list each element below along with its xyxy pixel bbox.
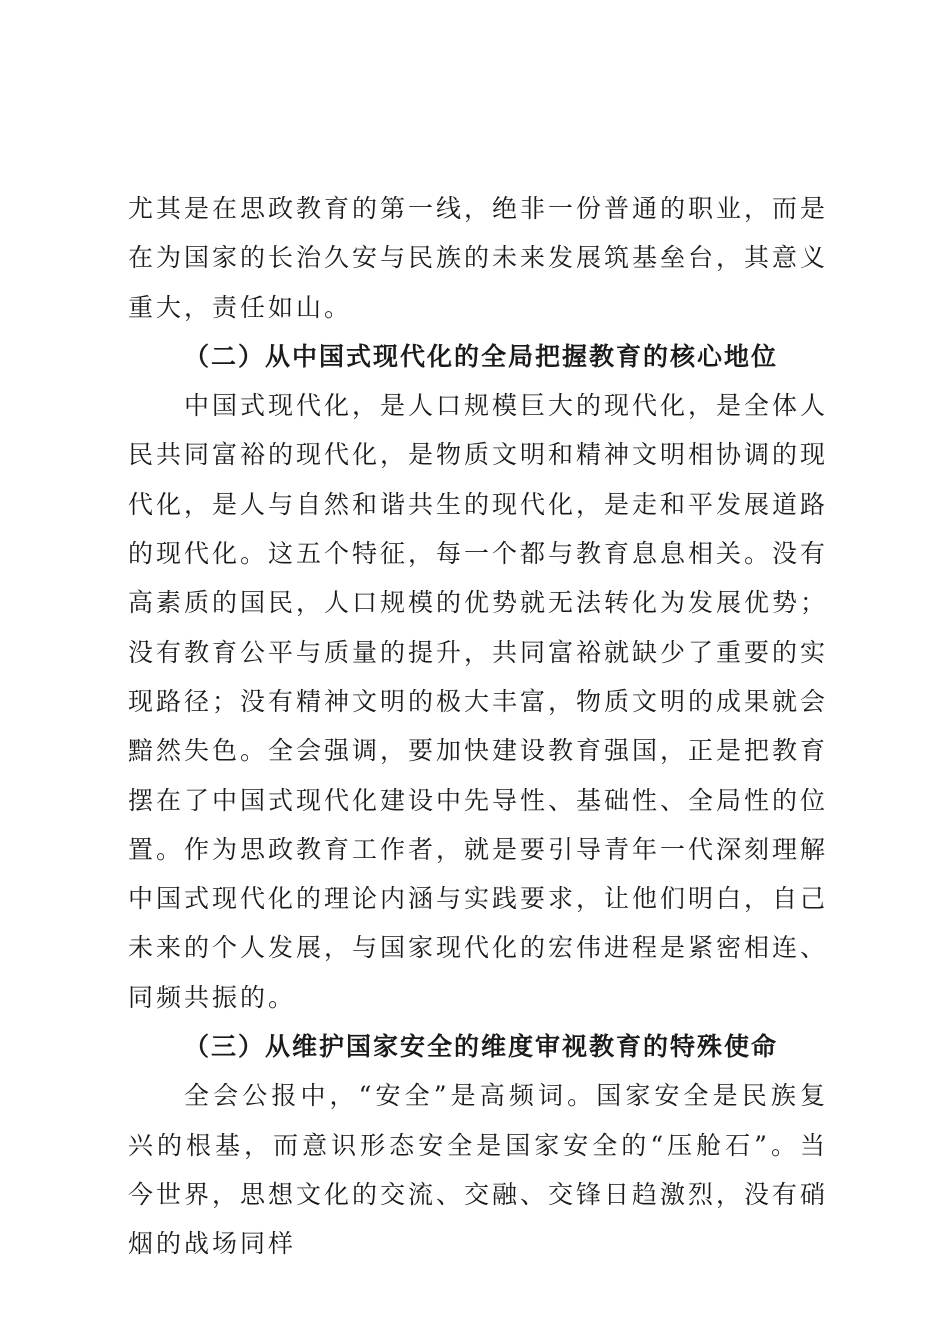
- paragraph-security: 全会公报中，“安全”是高频词。国家安全是民族复兴的根基，而意识形态安全是国家安全的“压舱石”。当今世界，思想文化的交流、交融、交锋日趋激烈，没有硝烟的战场同样: [128, 1081, 829, 1259]
- paragraph-continued: 尤其是在思政教育的第一线，绝非一份普通的职业，而是在为国家的长治久安与民族的未来发展筑基垒台，其意义重大，责任如山。: [128, 194, 829, 322]
- document-page: [128, 184, 828, 1269]
- paragraph-modernization: 中国式现代化，是人口规模巨大的现代化，是全体人民共同富裕的现代化，是物质文明和精神文明相协调的现代化，是人与自然和谐共生的现代化，是走和平发展道路的现代化。这五个特征，每一个都与教育息息相关。没有高素质的国民，人口规模的优势就无法转化为发展优势；没有教育公平与质量的提升，共同富裕就缺少了重要的实现路径；没有精神文明的极大丰富，物质文明的成果就会黯然失色。全会强调，要加快建设教育强国，正是把教育摆在了中国式现代化建设中先导性、基础性、全局性的位置。作为思政教育工作者，就是要引导青年一代深刻理解中国式现代化的理论内涵与实践要求，让他们明白，自己未来的个人发展，与国家现代化的宏伟进程是紧密相连、同频共振的。: [128, 391, 829, 1012]
- section-heading-3: （三）从维护国家安全的维度审视教育的特殊使命: [184, 1032, 779, 1062]
- section-heading-2: （二）从中国式现代化的全局把握教育的核心地位: [184, 341, 779, 371]
